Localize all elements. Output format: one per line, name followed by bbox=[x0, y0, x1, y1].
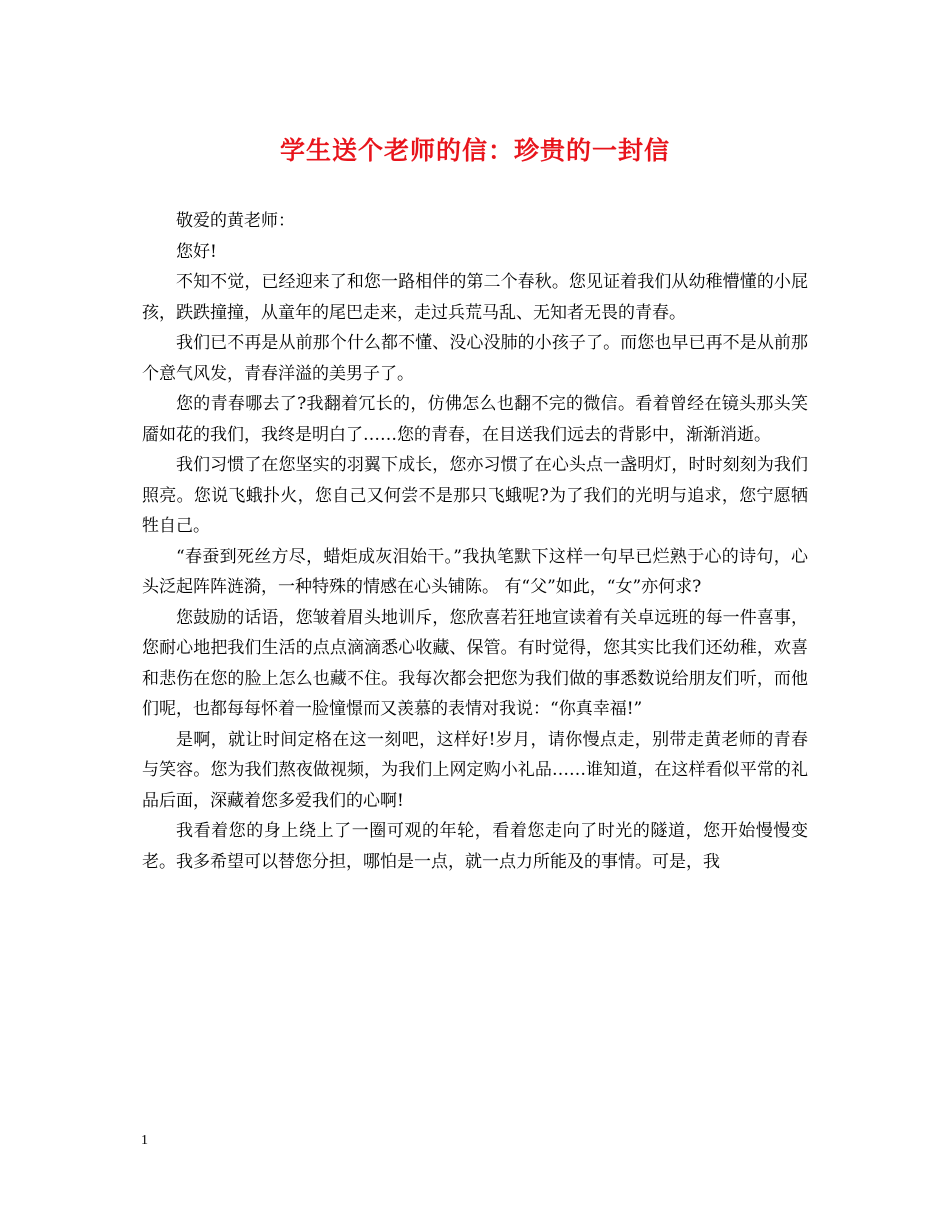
body-paragraph: 不知不觉，已经迎来了和您一路相伴的第二个春秋。您见证着我们从幼稚懵懂的小屁孩，跌跌撞撞，从童年的尾巴走来，走过兵荒马乱、无知者无畏的青春。 bbox=[142, 272, 808, 323]
salutation: 敬爱的黄老师： bbox=[176, 211, 295, 231]
body-paragraph: 我们习惯了在您坚实的羽翼下成长，您亦习惯了在心头点一盏明灯，时时刻刻为我们照亮。您说飞蛾扑火，您自己又何尝不是那只飞蛾呢?为了我们的光明与追求，您宁愿牺牲自己。 bbox=[142, 455, 808, 536]
page-title: 学生送个老师的信：珍贵的一封信 bbox=[279, 136, 670, 165]
body-paragraph: 我看着您的身上绕上了一圈可观的年轮，看着您走向了时光的隧道，您开始慢慢变老。我多希望可以替您分担，哪怕是一点，就一点力所能及的事情。可是，我 bbox=[142, 821, 808, 872]
body-paragraph: “春蚕到死丝方尽，蜡炬成灰泪始干。”我执笔默下这样一句早已烂熟于心的诗句，心头泛起阵阵涟漪，一种特殊的情感在心头铺陈。 有“父”如此，“女”亦何求? bbox=[142, 546, 808, 597]
body-paragraph: 我们已不再是从前那个什么都不懂、没心没肺的小孩子了。而您也早已再不是从前那个意气风发，青春洋溢的美男子了。 bbox=[142, 333, 808, 384]
letter-body bbox=[142, 206, 808, 877]
page-number: 1 bbox=[141, 1133, 148, 1148]
body-paragraph: 您鼓励的话语，您皱着眉头地训斥，您欣喜若狂地宣读着有关卓远班的每一件喜事，您耐心地把我们生活的点点滴滴悉心收藏、保管。有时觉得，您其实比我们还幼稚，欢喜和悲伤在您的脸上怎么也藏不住。我每次都会把您为我们做的事悉数说给朋友们听，而他们呢，也都每每怀着一脸憧憬而又羡慕的表情对我说：“你真幸福!” bbox=[142, 607, 808, 719]
greeting: 您好! bbox=[176, 241, 217, 262]
body-paragraph: 是啊，就让时间定格在这一刻吧，这样好!岁月，请你慢点走，别带走黄老师的青春与笑容。您为我们熬夜做视频，为我们上网定购小礼品……谁知道，在这样看似平常的礼品后面，深藏着您多爱我们的心啊! bbox=[142, 729, 808, 811]
body-paragraph: 您的青春哪去了?我翻着冗长的，仿佛怎么也翻不完的微信。看着曾经在镜头那头笑靥如花的我们，我终是明白了……您的青春，在目送我们远去的背影中，渐渐消逝。 bbox=[142, 394, 808, 445]
